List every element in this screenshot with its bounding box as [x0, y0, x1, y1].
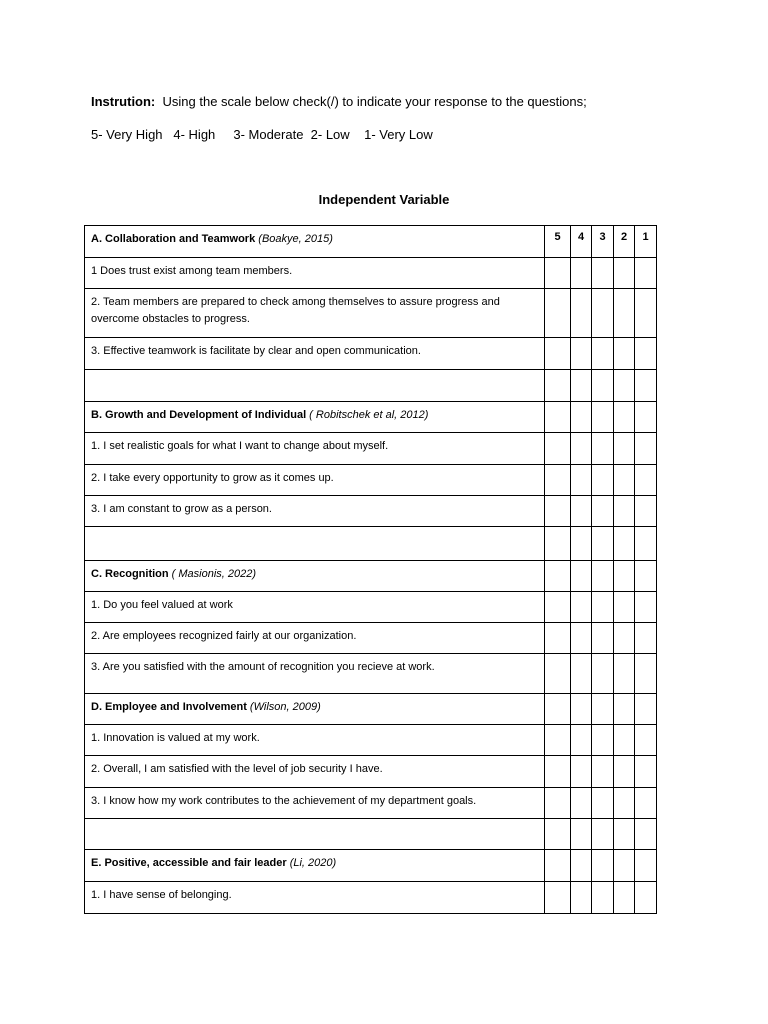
rating-checkbox-s3q0-1[interactable]	[635, 725, 657, 756]
empty-cell	[614, 561, 635, 592]
question-row	[85, 289, 657, 338]
section-header-row	[85, 850, 657, 882]
empty-cell	[545, 819, 571, 850]
section-citation: ( Masionis, 2022)	[168, 568, 257, 580]
empty-cell	[592, 370, 614, 402]
rating-checkbox-s4q0-3[interactable]	[592, 882, 614, 914]
question-row	[85, 788, 657, 819]
rating-checkbox-s3q0-4[interactable]	[571, 725, 592, 756]
rating-checkbox-s3q1-3[interactable]	[592, 756, 614, 788]
empty-cell	[614, 370, 635, 402]
rating-checkbox-s1q1-1[interactable]	[635, 465, 657, 496]
question-text: 2. Are employees recognized fairly at our organization.	[85, 623, 545, 654]
rating-checkbox-s3q1-5[interactable]	[545, 756, 571, 788]
rating-checkbox-s2q1-2[interactable]	[614, 623, 635, 654]
rating-checkbox-s0q0-5[interactable]	[545, 258, 571, 289]
section-header	[85, 226, 545, 258]
rating-checkbox-s0q2-4[interactable]	[571, 338, 592, 370]
rating-checkbox-s0q1-5[interactable]	[545, 289, 571, 338]
section-citation: (Wilson, 2009)	[246, 701, 321, 713]
rating-checkbox-s2q0-2[interactable]	[614, 592, 635, 623]
question-row	[85, 623, 657, 654]
rating-checkbox-s2q1-3[interactable]	[592, 623, 614, 654]
empty-cell	[592, 850, 614, 882]
blank-row	[85, 527, 657, 561]
rating-checkbox-s4q0-1[interactable]	[635, 882, 657, 914]
rating-header-5: 5	[545, 226, 571, 258]
section-name: B. Growth and Development of Individual	[91, 409, 307, 421]
question-text: 2. I take every opportunity to grow as it comes up.	[85, 465, 545, 496]
blank-row	[85, 370, 657, 402]
rating-checkbox-s3q2-4[interactable]	[571, 788, 592, 819]
question-row	[85, 465, 657, 496]
instruction-label: Instrution:	[91, 94, 156, 109]
empty-cell	[592, 694, 614, 725]
rating-checkbox-s3q1-1[interactable]	[635, 756, 657, 788]
section-name: C. Recognition	[91, 568, 169, 580]
empty-cell	[571, 819, 592, 850]
rating-checkbox-s2q1-1[interactable]	[635, 623, 657, 654]
question-text: 1. I set realistic goals for what I want to change about myself.	[85, 433, 545, 465]
rating-checkbox-s0q2-3[interactable]	[592, 338, 614, 370]
rating-header-1: 1	[635, 226, 657, 258]
section-header	[85, 694, 545, 725]
instruction-text: Using the scale below check(/) to indicate your response to the questions;	[162, 94, 587, 109]
instruction-line	[91, 94, 587, 109]
question-row	[85, 496, 657, 527]
rating-checkbox-s4q0-4[interactable]	[571, 882, 592, 914]
section-header	[85, 402, 545, 433]
blank-row	[85, 819, 657, 850]
empty-cell	[614, 694, 635, 725]
rating-checkbox-s0q0-4[interactable]	[571, 258, 592, 289]
section-header-row	[85, 226, 657, 258]
empty-cell	[545, 370, 571, 402]
rating-checkbox-s2q0-1[interactable]	[635, 592, 657, 623]
rating-scale-legend: 5- Very High 4- High 3- Moderate 2- Low 1- Very Low	[91, 127, 433, 142]
rating-header-3: 3	[592, 226, 614, 258]
question-text: 3. I know how my work contributes to the achievement of my department goals.	[85, 788, 545, 819]
rating-checkbox-s2q0-5[interactable]	[545, 592, 571, 623]
rating-checkbox-s1q0-5[interactable]	[545, 433, 571, 465]
empty-cell	[592, 819, 614, 850]
rating-checkbox-s3q1-4[interactable]	[571, 756, 592, 788]
rating-checkbox-s2q2-5[interactable]	[545, 654, 571, 694]
empty-cell	[545, 694, 571, 725]
rating-checkbox-s3q2-2[interactable]	[614, 788, 635, 819]
rating-checkbox-s0q0-1[interactable]	[635, 258, 657, 289]
section-header	[85, 850, 545, 882]
rating-checkbox-s0q0-3[interactable]	[592, 258, 614, 289]
rating-checkbox-s1q1-3[interactable]	[592, 465, 614, 496]
section-citation: (Boakye, 2015)	[255, 233, 333, 245]
empty-cell	[571, 694, 592, 725]
empty-cell	[635, 527, 657, 561]
empty-cell	[545, 850, 571, 882]
question-row	[85, 654, 657, 694]
rating-checkbox-s1q0-2[interactable]	[614, 433, 635, 465]
empty-cell	[614, 819, 635, 850]
empty-cell	[592, 527, 614, 561]
empty-cell	[635, 561, 657, 592]
survey-table	[84, 225, 657, 914]
empty-cell	[635, 402, 657, 433]
rating-checkbox-s1q0-1[interactable]	[635, 433, 657, 465]
empty-cell	[545, 527, 571, 561]
question-text: 3. I am constant to grow as a person.	[85, 496, 545, 527]
rating-checkbox-s3q0-3[interactable]	[592, 725, 614, 756]
rating-checkbox-s2q1-4[interactable]	[571, 623, 592, 654]
empty-cell	[85, 527, 545, 561]
rating-checkbox-s2q0-3[interactable]	[592, 592, 614, 623]
section-name: E. Positive, accessible and fair leader	[91, 857, 287, 869]
empty-cell	[592, 561, 614, 592]
rating-checkbox-s2q2-1[interactable]	[635, 654, 657, 694]
rating-checkbox-s3q0-2[interactable]	[614, 725, 635, 756]
empty-cell	[545, 561, 571, 592]
empty-cell	[85, 370, 545, 402]
rating-checkbox-s0q1-2[interactable]	[614, 289, 635, 338]
question-text: 1. Do you feel valued at work	[85, 592, 545, 623]
question-row	[85, 882, 657, 914]
question-row	[85, 258, 657, 289]
rating-checkbox-s1q2-4[interactable]	[571, 496, 592, 527]
rating-checkbox-s0q0-2[interactable]	[614, 258, 635, 289]
empty-cell	[635, 694, 657, 725]
question-row	[85, 433, 657, 465]
section-name: D. Employee and Involvement	[91, 701, 247, 713]
section-header	[85, 561, 545, 592]
empty-cell	[571, 561, 592, 592]
rating-checkbox-s0q2-2[interactable]	[614, 338, 635, 370]
section-citation: (Li, 2020)	[286, 857, 337, 869]
rating-checkbox-s1q2-2[interactable]	[614, 496, 635, 527]
section-header-row	[85, 402, 657, 433]
rating-checkbox-s3q2-5[interactable]	[545, 788, 571, 819]
question-row	[85, 338, 657, 370]
rating-checkbox-s2q2-4[interactable]	[571, 654, 592, 694]
section-citation: ( Robitschek et al, 2012)	[306, 409, 429, 421]
empty-cell	[571, 527, 592, 561]
empty-cell	[592, 402, 614, 433]
rating-checkbox-s0q1-1[interactable]	[635, 289, 657, 338]
empty-cell	[614, 402, 635, 433]
empty-cell	[545, 402, 571, 433]
question-text: 1. I have sense of belonging.	[85, 882, 545, 914]
rating-checkbox-s2q1-5[interactable]	[545, 623, 571, 654]
question-text: 2. Team members are prepared to check among themselves to assure progress and overcome obstacles to progress.	[85, 289, 545, 338]
rating-checkbox-s0q1-4[interactable]	[571, 289, 592, 338]
section-header-row	[85, 694, 657, 725]
section-title: Independent Variable	[318, 192, 450, 207]
rating-checkbox-s2q0-4[interactable]	[571, 592, 592, 623]
section-name: A. Collaboration and Teamwork	[91, 233, 256, 245]
rating-checkbox-s4q0-5[interactable]	[545, 882, 571, 914]
question-text: 3. Are you satisfied with the amount of recognition you recieve at work.	[85, 654, 545, 694]
empty-cell	[85, 819, 545, 850]
rating-checkbox-s1q2-5[interactable]	[545, 496, 571, 527]
rating-checkbox-s0q1-3[interactable]	[592, 289, 614, 338]
empty-cell	[571, 402, 592, 433]
rating-checkbox-s1q0-4[interactable]	[571, 433, 592, 465]
rating-header-2: 2	[614, 226, 635, 258]
rating-checkbox-s4q0-2[interactable]	[614, 882, 635, 914]
rating-checkbox-s3q0-5[interactable]	[545, 725, 571, 756]
empty-cell	[571, 370, 592, 402]
rating-checkbox-s1q2-3[interactable]	[592, 496, 614, 527]
empty-cell	[614, 527, 635, 561]
empty-cell	[635, 850, 657, 882]
question-row	[85, 756, 657, 788]
rating-checkbox-s0q2-5[interactable]	[545, 338, 571, 370]
empty-cell	[635, 370, 657, 402]
question-text: 3. Effective teamwork is facilitate by clear and open communication.	[85, 338, 545, 370]
rating-checkbox-s3q1-2[interactable]	[614, 756, 635, 788]
rating-checkbox-s1q2-1[interactable]	[635, 496, 657, 527]
question-text: 2. Overall, I am satisfied with the level of job security I have.	[85, 756, 545, 788]
rating-checkbox-s1q0-3[interactable]	[592, 433, 614, 465]
rating-checkbox-s3q2-1[interactable]	[635, 788, 657, 819]
rating-checkbox-s1q1-5[interactable]	[545, 465, 571, 496]
rating-checkbox-s2q2-3[interactable]	[592, 654, 614, 694]
empty-cell	[635, 819, 657, 850]
rating-checkbox-s1q1-4[interactable]	[571, 465, 592, 496]
rating-header-4: 4	[571, 226, 592, 258]
question-row	[85, 592, 657, 623]
empty-cell	[614, 850, 635, 882]
rating-checkbox-s0q2-1[interactable]	[635, 338, 657, 370]
rating-checkbox-s1q1-2[interactable]	[614, 465, 635, 496]
section-header-row	[85, 561, 657, 592]
question-text: 1. Innovation is valued at my work.	[85, 725, 545, 756]
question-text: 1 Does trust exist among team members.	[85, 258, 545, 289]
rating-checkbox-s3q2-3[interactable]	[592, 788, 614, 819]
question-row	[85, 725, 657, 756]
rating-checkbox-s2q2-2[interactable]	[614, 654, 635, 694]
empty-cell	[571, 850, 592, 882]
